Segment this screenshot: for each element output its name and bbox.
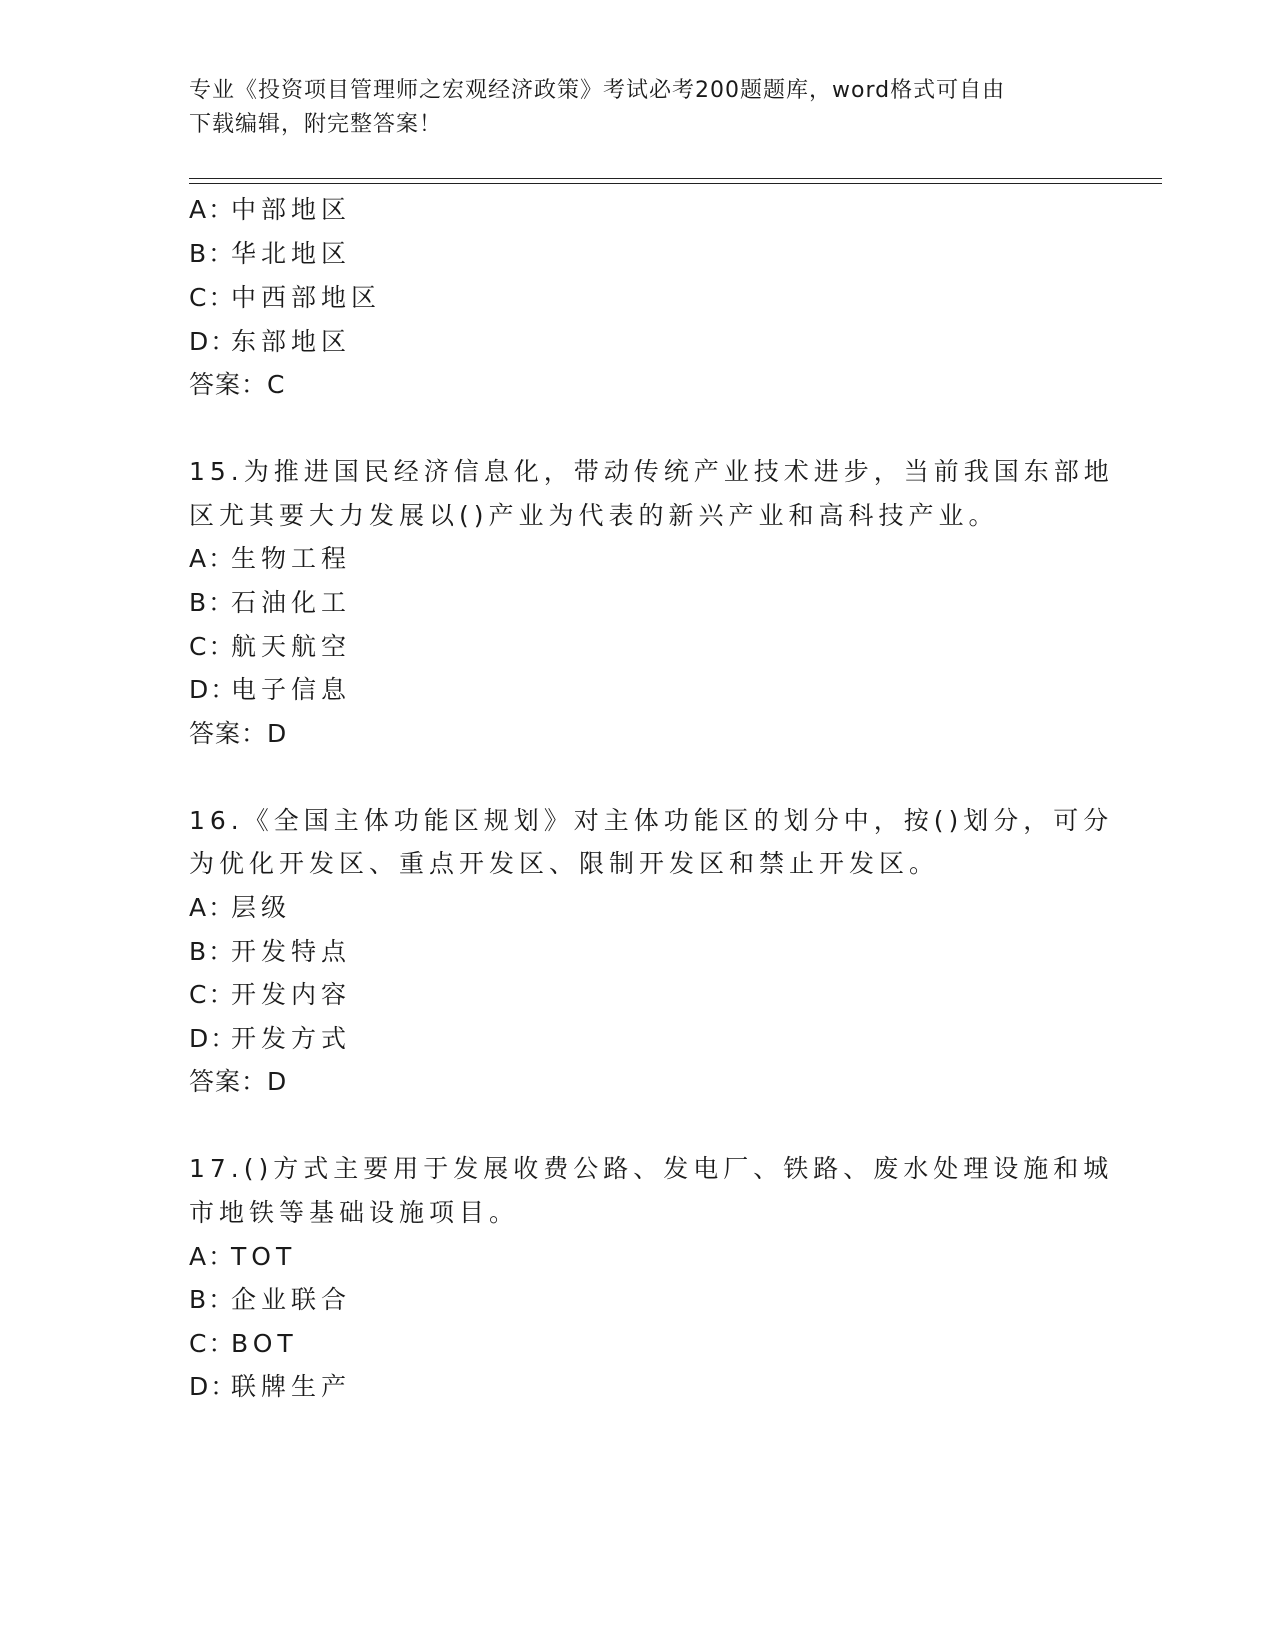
q15-stem-line-2: 区尤其要大力发展以()产业为代表的新兴产业和高科技产业。	[189, 501, 999, 530]
q16-option-b: B：开发特点	[189, 937, 352, 966]
q15-option-d: D：电子信息	[189, 675, 352, 704]
document-header	[189, 74, 1089, 142]
q14-option-a: A：中部地区	[189, 195, 352, 224]
q17-option-b: B：企业联合	[189, 1285, 352, 1314]
q17-stem-line-2: 市地铁等基础设施项目。	[189, 1198, 520, 1227]
q16-option-a: A：层级	[189, 893, 292, 922]
q17-option-c: C：BOT	[189, 1329, 298, 1358]
q15-option-c: C：航天航空	[189, 632, 352, 661]
header-divider-bottom	[189, 183, 1162, 184]
q17-option-a: A：TOT	[189, 1242, 297, 1271]
q14-option-b: B：华北地区	[189, 239, 352, 268]
q16-option-d: D：开发方式	[189, 1024, 352, 1053]
q14-answer: 答案：C	[189, 370, 286, 399]
q17-stem-line-1: 17.()方式主要用于发展收费公路、发电厂、铁路、废水处理设施和城	[189, 1154, 1114, 1183]
q14-option-c: C：中西部地区	[189, 283, 382, 312]
header-line-1: 专业《投资项目管理师之宏观经济政策》考试必考200题题库，word格式可自由	[189, 78, 1006, 103]
q15-option-b: B：石油化工	[189, 588, 352, 617]
header-line-2: 下载编辑，附完整答案！	[189, 112, 443, 137]
q15-stem-line-1: 15.为推进国民经济信息化，带动传统产业技术进步，当前我国东部地	[189, 457, 1114, 486]
q15-answer: 答案：D	[189, 719, 288, 748]
q15-option-a: A：生物工程	[189, 544, 352, 573]
q16-option-c: C：开发内容	[189, 980, 352, 1009]
q17-option-d: D：联牌生产	[189, 1372, 352, 1401]
q14-option-d: D：东部地区	[189, 327, 352, 356]
q16-stem-line-1: 16.《全国主体功能区规划》对主体功能区的划分中，按()划分，可分	[189, 806, 1114, 835]
q16-answer: 答案：D	[189, 1067, 288, 1096]
q16-stem-line-2: 为优化开发区、重点开发区、限制开发区和禁止开发区。	[189, 849, 940, 878]
header-divider-top	[189, 178, 1162, 179]
